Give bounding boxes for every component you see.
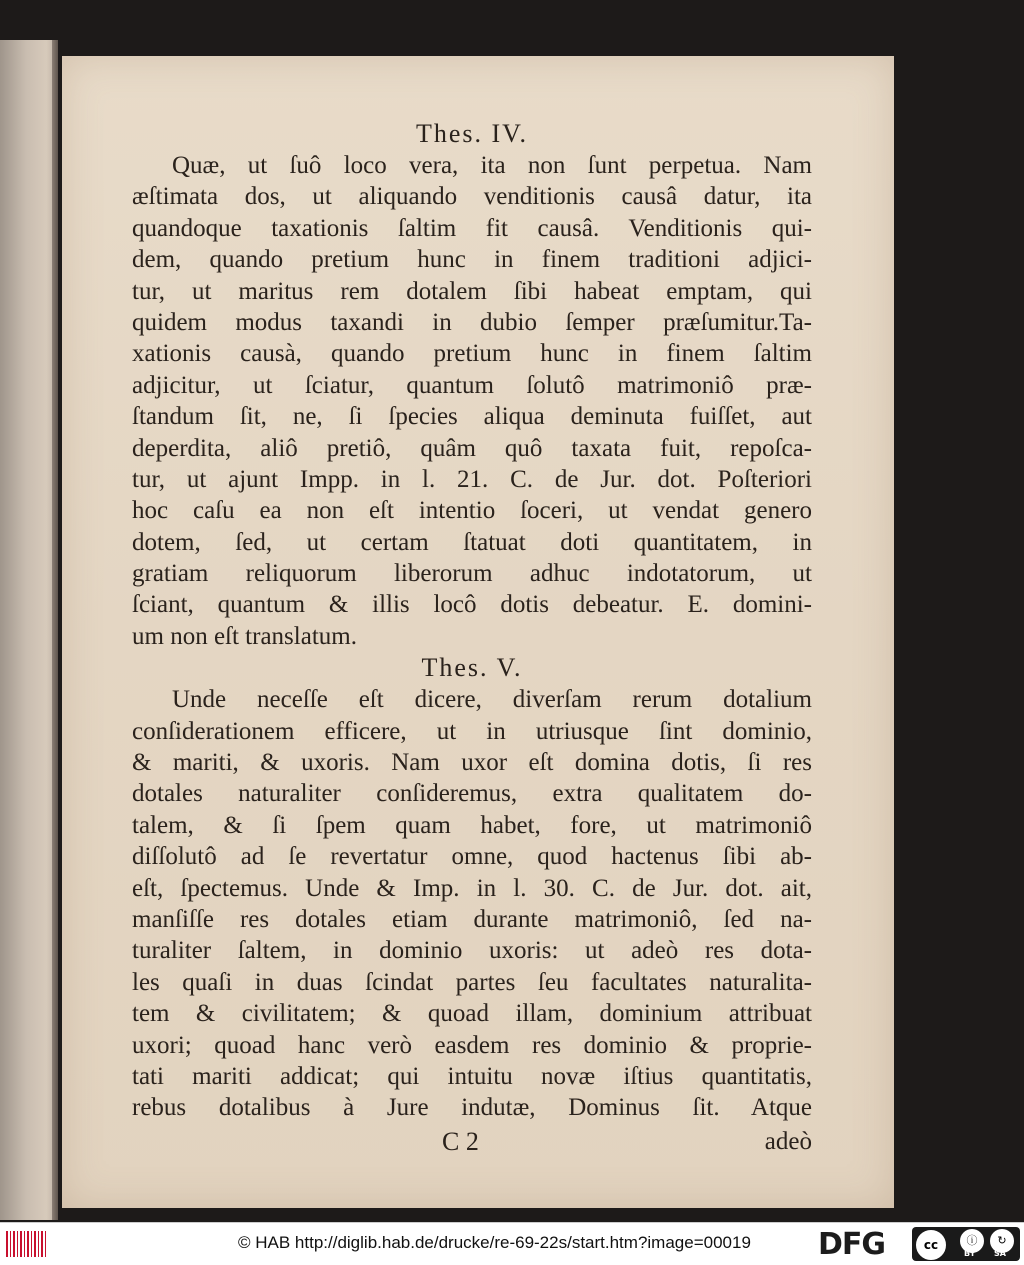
text-line: æſtimata dos, ut aliquando venditionis causâ datur, ita (132, 183, 812, 211)
text-line: tem & civilitatem; & quoad illam, dominium attribuat (132, 1000, 812, 1028)
signature-mark: C 2 (442, 1126, 479, 1156)
book-page (62, 56, 894, 1208)
text-line: dotem, ſed, ut certam ſtatuat doti quantitatem, in (132, 528, 812, 556)
viewer-footer-bar (0, 1222, 1024, 1265)
section-heading-v: Thes. V. (421, 653, 523, 683)
text-line: adjicitur, ut ſciatur, quantum ſolutô matrimoniô præ- (132, 371, 812, 399)
text-line: xationis causà, quando pretium hunc in finem ſaltim (132, 340, 812, 368)
text-line: ſciant, quantum & illis locô dotis debeatur. E. domini- (132, 591, 812, 619)
section-heading-iv: Thes. IV. (415, 119, 529, 148)
creative-commons-badge[interactable] (912, 1227, 1020, 1261)
page-footer-line (132, 1126, 812, 1158)
text-line: ſtandum ſit, ne, ſi ſpecies aliqua deminuta fuiſſet, aut (132, 403, 812, 431)
text-line: Quæ, ut ſuô loco vera, ita non ſunt perpetua. Nam (172, 152, 812, 179)
text-line: turaliter ſaltem, in dominio uxoris: ut adeò res dota- (132, 937, 812, 965)
catchword: adeò (764, 1127, 812, 1155)
page-text (132, 118, 812, 1158)
text-line: diſſolutô ad ſe revertatur omne, quod hactenus ſibi ab- (132, 843, 812, 871)
text-line: talem, & ſi ſpem quam habet, fore, ut matrimoniô (132, 811, 812, 839)
text-line: les quaſi in duas ſcindat partes ſeu facultates naturalita- (132, 968, 812, 996)
text-line: dem, quando pretium hunc in finem traditioni adjici- (132, 246, 812, 274)
text-line: quandoque taxationis ſaltim fit causâ. Venditionis qui- (132, 214, 812, 242)
text-line: quidem modus taxandi in dubio ſemper præſumitur.Ta- (132, 308, 812, 336)
sa-label: SA (994, 1249, 1006, 1258)
text-line: uxori; quoad hanc verò easdem res dominio & proprie- (132, 1031, 812, 1059)
text-line: rebus dotalibus à Jure indutæ, Dominus ſit. Atque (132, 1094, 812, 1122)
cc-icon: cc (916, 1230, 946, 1260)
attribution-icon: ⓘ (960, 1229, 984, 1253)
page-gutter (52, 40, 58, 1220)
attribution-link[interactable]: © HAB http://diglib.hab.de/drucke/re-69-22s/start.htm?image=00019 (238, 1233, 751, 1252)
text-line: hoc caſu ea non eſt intentio ſoceri, ut vendat genero (132, 497, 812, 525)
previous-page-edge (0, 40, 58, 1220)
text-line: Unde neceſſe eſt dicere, diverſam rerum dotalium (172, 686, 812, 714)
share-alike-icon: ↻ (990, 1229, 1014, 1253)
text-line: tati mariti addicat; qui intuitu novæ iſtius quantitatis, (132, 1062, 812, 1090)
text-line: deperdita, aliô pretiô, quâm quô taxata fuit, repoſca- (132, 434, 812, 462)
text-line: tur, ut ajunt Impp. in l. 21. C. de Jur. dot. Poſteriori (132, 465, 812, 493)
text-line: & mariti, & uxoris. Nam uxor eſt domina dotis, ſi res (132, 749, 812, 777)
text-line: gratiam reliquorum liberorum adhuc indotatorum, ut (132, 560, 812, 588)
by-label: BY (964, 1249, 976, 1258)
text-line: manſiſſe res dotales etiam durante matrimoniô, ſed na- (132, 905, 812, 933)
text-line: tur, ut maritus rem dotalem ſibi habeat emptam, qui (132, 277, 812, 305)
text-line: um non eſt translatum. (132, 622, 357, 650)
dfg-logo: DFG (818, 1227, 886, 1262)
text-line: dotales naturaliter conſideremus, extra qualitatem do- (132, 780, 812, 808)
hab-barcode-icon (6, 1231, 48, 1257)
text-line: conſiderationem efficere, ut in utriusque ſint dominio, (132, 717, 812, 745)
text-line: eſt, ſpectemus. Unde & Imp. in l. 30. C. de Jur. dot. ait, (132, 874, 812, 902)
